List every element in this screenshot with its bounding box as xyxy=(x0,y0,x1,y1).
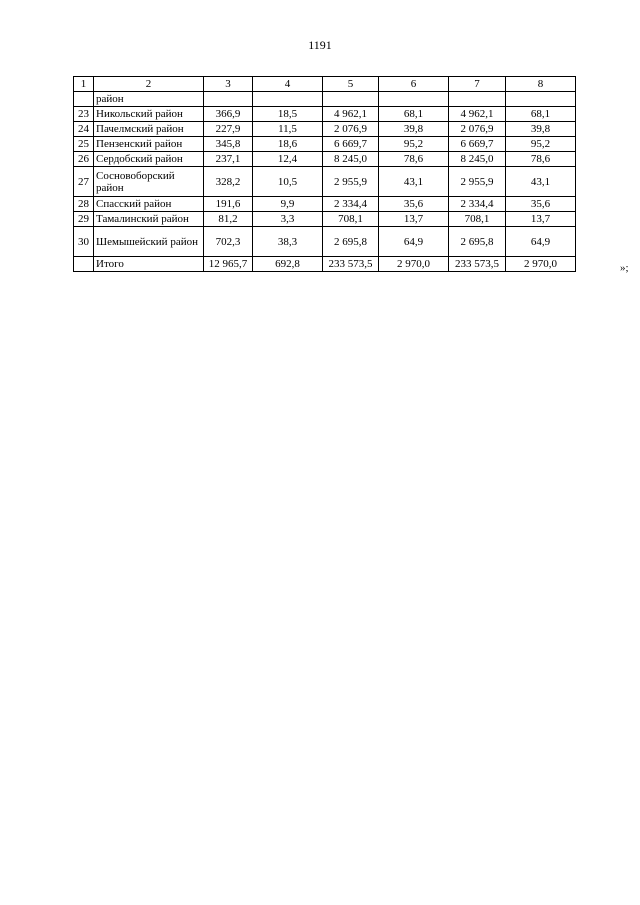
value-cell xyxy=(253,92,323,107)
column-header: 8 xyxy=(506,77,576,92)
district-name-cell: Тамалинский район xyxy=(94,212,204,227)
total-value-cell: 2 970,0 xyxy=(506,257,576,272)
value-cell: 6 669,7 xyxy=(323,137,379,152)
table-row xyxy=(74,152,576,167)
value-cell: 227,9 xyxy=(204,122,253,137)
value-cell: 68,1 xyxy=(506,107,576,122)
value-cell: 78,6 xyxy=(506,152,576,167)
value-cell: 12,4 xyxy=(253,152,323,167)
value-cell: 2 334,4 xyxy=(449,197,506,212)
district-name-cell: Шемышейский район xyxy=(94,227,204,257)
column-header: 2 xyxy=(94,77,204,92)
total-value-cell: 692,8 xyxy=(253,257,323,272)
column-header: 5 xyxy=(323,77,379,92)
value-cell: 708,1 xyxy=(323,212,379,227)
table-row xyxy=(74,197,576,212)
value-cell: 43,1 xyxy=(379,167,449,197)
value-cell: 4 962,1 xyxy=(449,107,506,122)
table-row xyxy=(74,137,576,152)
value-cell: 39,8 xyxy=(506,122,576,137)
value-cell: 366,9 xyxy=(204,107,253,122)
value-cell: 4 962,1 xyxy=(323,107,379,122)
district-name-cell: Пензенский район xyxy=(94,137,204,152)
value-cell: 43,1 xyxy=(506,167,576,197)
value-cell: 9,9 xyxy=(253,197,323,212)
row-number-cell: 26 xyxy=(74,152,94,167)
value-cell: 64,9 xyxy=(506,227,576,257)
value-cell: 18,5 xyxy=(253,107,323,122)
row-number-cell xyxy=(74,257,94,272)
total-value-cell: 233 573,5 xyxy=(323,257,379,272)
value-cell: 35,6 xyxy=(506,197,576,212)
value-cell: 237,1 xyxy=(204,152,253,167)
row-number-cell xyxy=(74,92,94,107)
table-row xyxy=(74,167,576,197)
value-cell: 8 245,0 xyxy=(449,152,506,167)
district-name-cell: район xyxy=(94,92,204,107)
value-cell: 13,7 xyxy=(506,212,576,227)
row-number-cell: 23 xyxy=(74,107,94,122)
district-name-cell: Сосновоборский район xyxy=(94,167,204,197)
district-name-cell: Пачелмский район xyxy=(94,122,204,137)
value-cell: 191,6 xyxy=(204,197,253,212)
value-cell: 68,1 xyxy=(379,107,449,122)
row-number-cell: 27 xyxy=(74,167,94,197)
value-cell xyxy=(449,92,506,107)
value-cell: 2 076,9 xyxy=(323,122,379,137)
table-row xyxy=(74,92,576,107)
total-value-cell: 2 970,0 xyxy=(379,257,449,272)
value-cell: 345,8 xyxy=(204,137,253,152)
column-header: 3 xyxy=(204,77,253,92)
value-cell: 3,3 xyxy=(253,212,323,227)
column-header: 7 xyxy=(449,77,506,92)
district-name-cell: Сердобский район xyxy=(94,152,204,167)
page-number: 1191 xyxy=(308,38,332,52)
value-cell: 8 245,0 xyxy=(323,152,379,167)
row-number-cell: 24 xyxy=(74,122,94,137)
row-number-cell: 29 xyxy=(74,212,94,227)
total-value-cell: 12 965,7 xyxy=(204,257,253,272)
total-value-cell: 233 573,5 xyxy=(449,257,506,272)
value-cell: 64,9 xyxy=(379,227,449,257)
value-cell: 2 695,8 xyxy=(449,227,506,257)
value-cell: 18,6 xyxy=(253,137,323,152)
value-cell: 2 076,9 xyxy=(449,122,506,137)
value-cell xyxy=(379,92,449,107)
total-label-cell: Итого xyxy=(94,257,204,272)
value-cell xyxy=(506,92,576,107)
table-row xyxy=(74,107,576,122)
value-cell: 708,1 xyxy=(449,212,506,227)
value-cell: 2 955,9 xyxy=(323,167,379,197)
value-cell xyxy=(204,92,253,107)
district-name-cell: Никольский район xyxy=(94,107,204,122)
value-cell: 13,7 xyxy=(379,212,449,227)
value-cell: 11,5 xyxy=(253,122,323,137)
closing-quote-mark: »; xyxy=(620,262,629,274)
value-cell: 2 695,8 xyxy=(323,227,379,257)
value-cell: 95,2 xyxy=(506,137,576,152)
table-row xyxy=(74,212,576,227)
value-cell xyxy=(323,92,379,107)
value-cell: 39,8 xyxy=(379,122,449,137)
column-header: 4 xyxy=(253,77,323,92)
value-cell: 6 669,7 xyxy=(449,137,506,152)
row-number-cell: 28 xyxy=(74,197,94,212)
value-cell: 78,6 xyxy=(379,152,449,167)
row-number-cell: 25 xyxy=(74,137,94,152)
table-header-row xyxy=(74,77,576,92)
column-header: 6 xyxy=(379,77,449,92)
table-total-row xyxy=(74,257,576,272)
data-table xyxy=(73,76,576,272)
column-header: 1 xyxy=(74,77,94,92)
value-cell: 35,6 xyxy=(379,197,449,212)
value-cell: 95,2 xyxy=(379,137,449,152)
value-cell: 702,3 xyxy=(204,227,253,257)
value-cell: 38,3 xyxy=(253,227,323,257)
value-cell: 2 334,4 xyxy=(323,197,379,212)
table-row xyxy=(74,227,576,257)
value-cell: 81,2 xyxy=(204,212,253,227)
table-row xyxy=(74,122,576,137)
value-cell: 10,5 xyxy=(253,167,323,197)
district-name-cell: Спасский район xyxy=(94,197,204,212)
value-cell: 328,2 xyxy=(204,167,253,197)
row-number-cell: 30 xyxy=(74,227,94,257)
value-cell: 2 955,9 xyxy=(449,167,506,197)
